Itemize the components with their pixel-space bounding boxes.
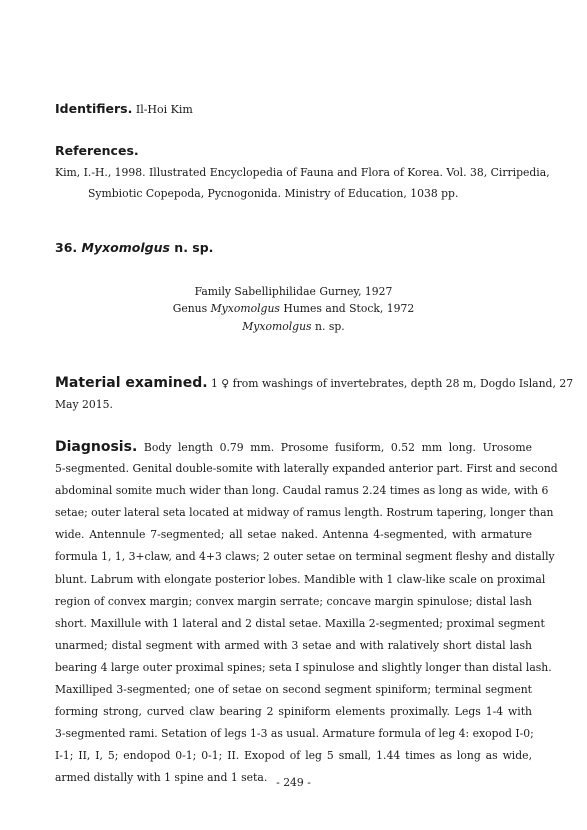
species-line bbox=[0, 319, 587, 335]
page-number: - 249 - bbox=[276, 776, 311, 789]
diagnosis-line: unarmed; distal segment with armed with 3 setae and with ralatively short distal lash bbox=[55, 638, 532, 652]
material-line-2: May 2015. bbox=[55, 398, 113, 411]
diagnosis-line: short. Maxillule with 1 lateral and 2 distal setae. Maxilla 2-segmented; proximal segment bbox=[55, 616, 545, 630]
species-suffix: n. sp. bbox=[174, 240, 214, 255]
diagnosis-line: I-1; II, I, 5; endopod 0-1; 0-1; II. Exopod of leg 5 small, 1.44 times as long as wide, bbox=[55, 749, 532, 763]
identifiers-label: Identifiers. bbox=[55, 101, 133, 116]
diagnosis-line-last: armed distally with 1 spine and 1 seta. bbox=[55, 771, 268, 785]
diagnosis-line: 3-segmented rami. Setation of legs 1-3 as usual. Armature formula of leg 4: exopod I-0; bbox=[55, 727, 534, 741]
material-examined-paragraph bbox=[55, 372, 574, 416]
identifiers-value: Il-Hoi Kim bbox=[135, 103, 193, 116]
diagnosis-line: formula 1, 1, 3+claw, and 4+3 claws; 2 outer setae on terminal segment fleshy and distally bbox=[55, 550, 555, 564]
material-label: Material examined. bbox=[55, 375, 208, 391]
identifiers-line bbox=[55, 101, 532, 118]
diagnosis-line: Maxilliped 3-segmented; one of setae on second segment spiniform; terminal segment bbox=[55, 683, 532, 697]
species-line-suffix: n. sp. bbox=[315, 320, 345, 333]
reference-entry bbox=[55, 162, 550, 204]
diagnosis-line: region of convex margin; convex margin serrate; concave margin spinulose; distal lash bbox=[55, 594, 532, 608]
material-text-1: 1 ♀ from washings of invertebrates, depth 28 m, Dogdo Island, 27 bbox=[211, 377, 574, 390]
genus-line bbox=[0, 301, 587, 317]
species-heading bbox=[55, 239, 532, 256]
diagnosis-paragraph bbox=[55, 436, 558, 790]
diagnosis-text-first: Body length 0.79 mm. Prosome fusiform, 0.52 mm long. Urosome bbox=[143, 441, 532, 454]
diagnosis-label: Diagnosis. bbox=[55, 439, 138, 455]
diagnosis-line: 5-segmented. Genital double-somite with laterally expanded anterior part. First and second bbox=[55, 462, 558, 476]
species-genus-name: Myxomolgus bbox=[81, 240, 170, 255]
family-line: Family Sabelliphilidae Gurney, 1927 bbox=[194, 285, 393, 298]
diagnosis-line: wide. Antennule 7-segmented; all setae naked. Antenna 4-segmented, with armature bbox=[55, 528, 532, 542]
reference-line-1: Kim, I.-H., 1998. Illustrated Encyclopedia of Fauna and Flora of Korea. Vol. 38, Cirripedia, bbox=[55, 166, 550, 179]
diagnosis-line: bearing 4 large outer proximal spines; seta I spinulose and slightly longer than distal lash. bbox=[55, 660, 552, 674]
references-heading: References. bbox=[55, 143, 139, 158]
diagnosis-line: forming strong, curved claw bearing 2 spiniform elements proximally. Legs 1-4 with bbox=[55, 705, 532, 719]
diagnosis-line: setae; outer lateral seta located at midway of ramus length. Rostrum tapering, longer than bbox=[55, 506, 554, 520]
material-line-1 bbox=[55, 372, 574, 394]
species-number: 36. bbox=[55, 240, 78, 255]
species-line-genus: Myxomolgus bbox=[242, 320, 312, 333]
diagnosis-line: abdominal somite much wider than long. Caudal ramus 2.24 times as long as wide, with 6 bbox=[55, 484, 549, 498]
genus-prefix: Genus bbox=[172, 302, 208, 315]
genus-name: Myxomolgus bbox=[210, 302, 280, 315]
diagnosis-line-1 bbox=[55, 436, 532, 458]
genus-authority: Humes and Stock, 1972 bbox=[283, 302, 415, 315]
reference-line-2: Symbiotic Copepoda, Pycnogonida. Ministry of Education, 1038 pp. bbox=[88, 187, 459, 200]
diagnosis-line: blunt. Labrum with elongate posterior lobes. Mandible with 1 claw-like scale on proximal bbox=[55, 572, 546, 586]
